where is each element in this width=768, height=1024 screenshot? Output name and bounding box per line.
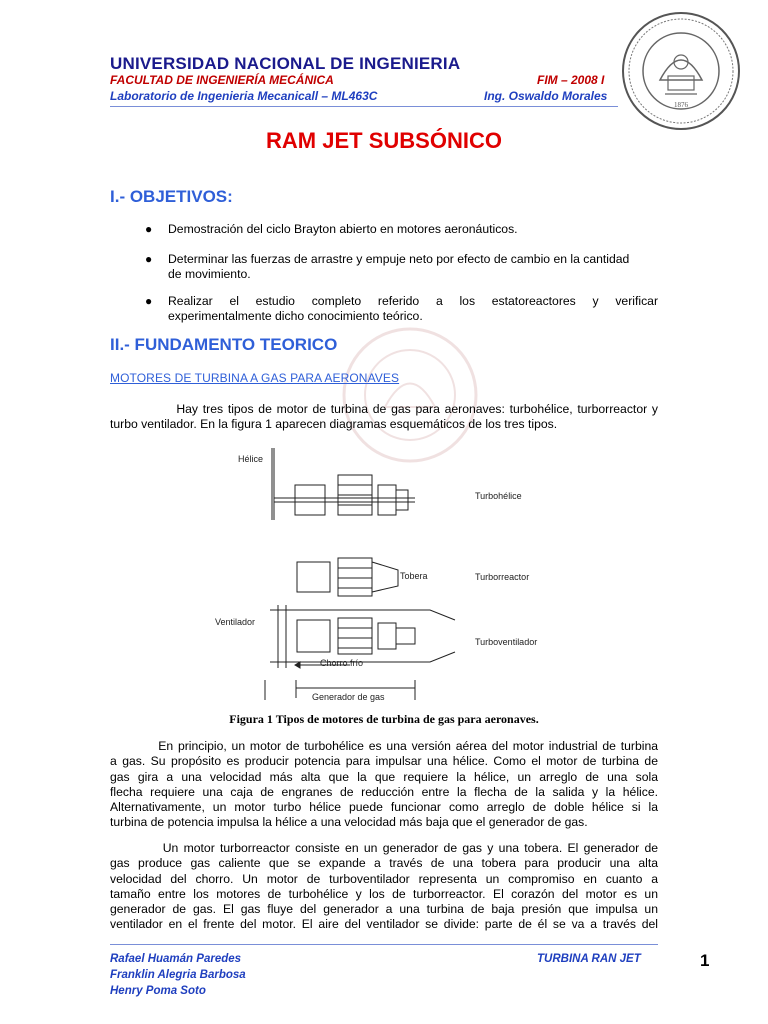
university-name: UNIVERSIDAD NACIONAL DE INGENIERIA [110,54,461,73]
author-1: Rafael Huamán Paredes [110,953,242,965]
university-seal-icon [620,10,742,132]
instructor-name: Ing. Oswaldo Morales [484,89,608,103]
section-objectives-heading: I.- OBJETIVOS: [110,187,233,206]
lab-name: Laboratorio de Ingenieria Mecanicall – ML463C [110,89,378,103]
objective-item-2: Determinar las fuerzas de arrastre y empuje neto por efecto de cambio en la cantidad de movimiento. [168,252,630,281]
seal-year: 1876 [674,101,688,109]
figure-caption: Figura 1 Tipos de motores de turbina de gas para aeronaves. [229,712,539,726]
bullet-dot: ● [145,294,153,308]
label-helice: Hélice [238,454,264,464]
author-2: Franklin Alegria Barbosa [110,969,246,981]
faculty-name: FACULTAD DE INGENIERÍA MECÁNICA [110,73,334,87]
page-number: 1 [700,951,710,970]
label-tobera: Tobera [400,571,428,581]
label-ventilador: Ventilador [215,617,256,627]
document-title: RAM JET SUBSÓNICO [266,128,502,153]
paragraph-turbohelice: En principio, un motor de turbohélice es una versión aérea del motor industrial de turbina a gas. Su propósito es producir potencia para impulsar una hélice. Como el motor de turbina de gas gira a una velocidad más alta que la que requiere la hélice, un arreglo de una sola flecha requiere una caja de engranes de reducción entre la flecha de la salida y la hélice. Alternativamente, un motor turbo hélice puede funcionar como arreglo de doble hélice si la turbina de potencia impulsa la hélice a una velocidad más baja que el generador de gas. [110,739,658,830]
section-theory-heading: II.- FUNDAMENTO TEORICO [110,335,338,354]
paragraph-turborreactor: Un motor turborreactor consiste en un generador de gas y una tobera. El generador de gas produce gas caliente que se expande a través de una tobera para producir una alta velocidad del chorro. Un motor de turboventilador representa un compromiso en cuanto a tamaño entre los motores de turbohélice y los de turborreactor. El corazón del motor es un generador de gas. El gas fluye del generador a una turbina de baja presión que impulsa un ventilador en el frente del motor. El aire del ventilador se divide: parte de él se va a través del [110,841,658,932]
label-turboventilador: Turboventilador [475,637,538,647]
intro-paragraph: Hay tres tipos de motor de turbina de gas para aeronaves: turbohélice, turborreactor y turbo ventilador. En la figura 1 aparecen diagramas esquemáticos de los tres tipos. [110,402,658,432]
bullet-dot: ● [145,252,153,266]
label-turborreactor: Turborreactor [475,572,530,582]
semester-label: FIM – 2008 I [537,73,605,87]
objective-item-3: Realizar el estudio completo referido a los estatoreactores y verificar experimentalmente dicho conocimiento teórico. [168,294,658,323]
header-divider [110,106,618,107]
engine-types-diagram [200,440,580,710]
label-generador: Generador de gas [312,692,385,702]
label-turbohelice: Turbohélice [475,491,522,501]
bullet-dot: ● [145,222,153,236]
subsection-heading: MOTORES DE TURBINA A GAS PARA AERONAVES [110,371,400,385]
objective-item-1: Demostración del ciclo Brayton abierto en motores aeronáuticos. [168,222,518,236]
footer-doc-title: TURBINA RAN JET [537,953,641,965]
label-chorro: Chorro frío [320,658,364,668]
footer-divider [110,944,658,945]
author-3: Henry Poma Soto [110,985,206,997]
